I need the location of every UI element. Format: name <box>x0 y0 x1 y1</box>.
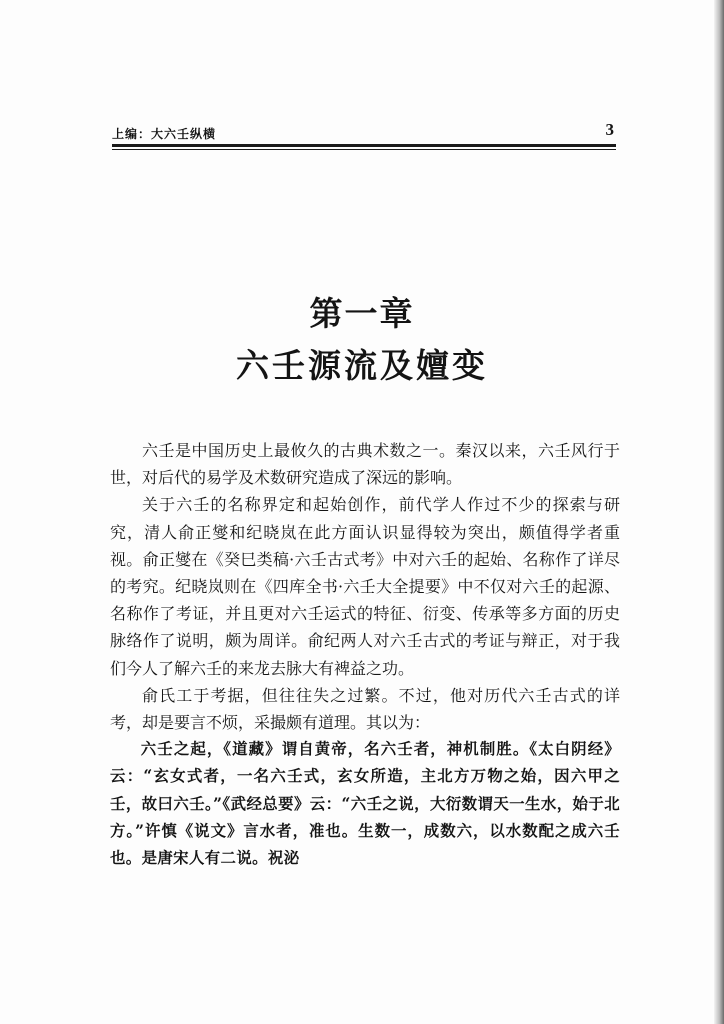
header-rule-thick <box>112 144 616 147</box>
running-header <box>112 120 616 142</box>
body-text <box>110 437 620 872</box>
chapter-number: 第一章 <box>309 294 415 333</box>
paragraph: 俞氏工于考据，但往往失之过繁。不过，他对历代六壬古式的详考，却是要言不烦，采撮颇有道理。其以为： <box>110 685 620 733</box>
paragraph: 关于六壬的名称界定和起始创作，前代学人作过不少的探索与研究，清人俞正燮和纪晓岚在此方面认识显得较为突出，颇值得学者重视。俞正燮在《癸巳类稿·六壬古式考》中对六壬的起始、名称作了详尽的考究。纪晓岚则在《四库全书·六壬大全提要》中不仅对六壬的起源、名称作了考证，并且更对六壬运式的特征、衍变、传承等多方面的历史脉络作了说明，颇为周详。俞纪两人对六壬古式的考证与辩正，对于我们今人了解六壬的来龙去脉大有裨益之功。 <box>110 495 620 678</box>
page-edge-shadow <box>714 0 724 1024</box>
quotation-block: 六壬之起，《道藏》谓自黄帝，名六壬者，神机制胜。《太白阴经》云：“玄女式者，一名六壬式，玄女所造，主北方万物之始，因六甲之壬，故曰六壬。”《武经总要》云：“六壬之说，大衍数谓天一生水，始于北方。”许慎《说文》言水者，准也。生数一，成数六，以水数配之成六壬也。是唐宋人有二说。祝泌 <box>110 740 620 868</box>
page-number: 3 <box>605 120 614 139</box>
header-title: 上编：大六壬纵横 <box>112 127 217 141</box>
header-rule-thin <box>112 149 616 150</box>
chapter-title: 六壬源流及嬗变 <box>236 346 488 385</box>
paragraph: 六壬是中国历史上最攸久的古典术数之一。秦汉以来，六壬风行于世，对后代的易学及术数研究造成了深远的影响。 <box>110 441 620 488</box>
